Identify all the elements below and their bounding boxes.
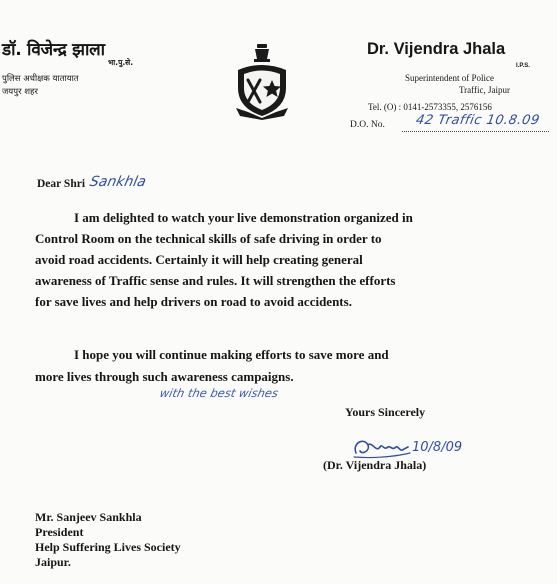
paragraph1-line: for save lives and help drivers on road to avoid accidents.: [35, 294, 352, 309]
paragraph1-line: Control Room on the technical skills of safe driving in order to: [35, 231, 382, 246]
english-officer-name: Dr. Vijendra Jhala: [367, 40, 506, 58]
do-number-dotted-line: [402, 131, 549, 132]
addressee-line: President: [35, 525, 84, 539]
hindi-service-degree: भा.पु.से.: [108, 58, 134, 67]
hindi-designation: पुलिस अधीक्षक यातायात: [2, 74, 79, 84]
addressee-line: Mr. Sanjeev Sankhla: [35, 510, 142, 524]
salutation-handwritten-name: Sankhla: [88, 174, 148, 190]
department: Traffic, Jaipur: [459, 85, 510, 95]
paragraph1-line: avoid road accidents. Certainly it will help creating general: [35, 252, 363, 267]
addressee-line: Jaipur.: [35, 555, 71, 569]
hindi-city: जयपुर शहर: [2, 87, 39, 97]
paragraph2-line: more lives through such awareness campaigns.: [35, 369, 294, 384]
do-number-handwritten: 42 Traffic 10.8.09: [414, 113, 541, 128]
police-emblem-icon: [228, 42, 296, 120]
salutation: Dear Shri: [37, 178, 86, 190]
hindi-officer-name: डॉ. विजेन्द्र झाला: [2, 40, 105, 60]
signatory-name: (Dr. Vijendra Jhala): [323, 458, 427, 472]
designation: Superintendent of Police: [405, 73, 494, 83]
handwritten-wishes: with the best wishes: [158, 386, 280, 400]
sign-off: Yours Sincerely: [345, 405, 426, 419]
paragraph1-line: awareness of Traffic sense and rules. It will strengthen the efforts: [35, 273, 396, 288]
english-service-degree: I.P.S.: [516, 63, 530, 69]
signature-date: 10/8/09: [412, 440, 463, 455]
telephone: Tel. (O) : 0141-2573355, 2576156: [368, 102, 492, 112]
paragraph2-line: I hope you will continue making efforts to save more and: [74, 347, 389, 362]
do-number-label: D.O. No.: [350, 120, 385, 130]
paragraph1-line: I am delighted to watch your live demonstration organized in: [74, 210, 413, 225]
addressee-line: Help Suffering Lives Society: [35, 540, 181, 554]
